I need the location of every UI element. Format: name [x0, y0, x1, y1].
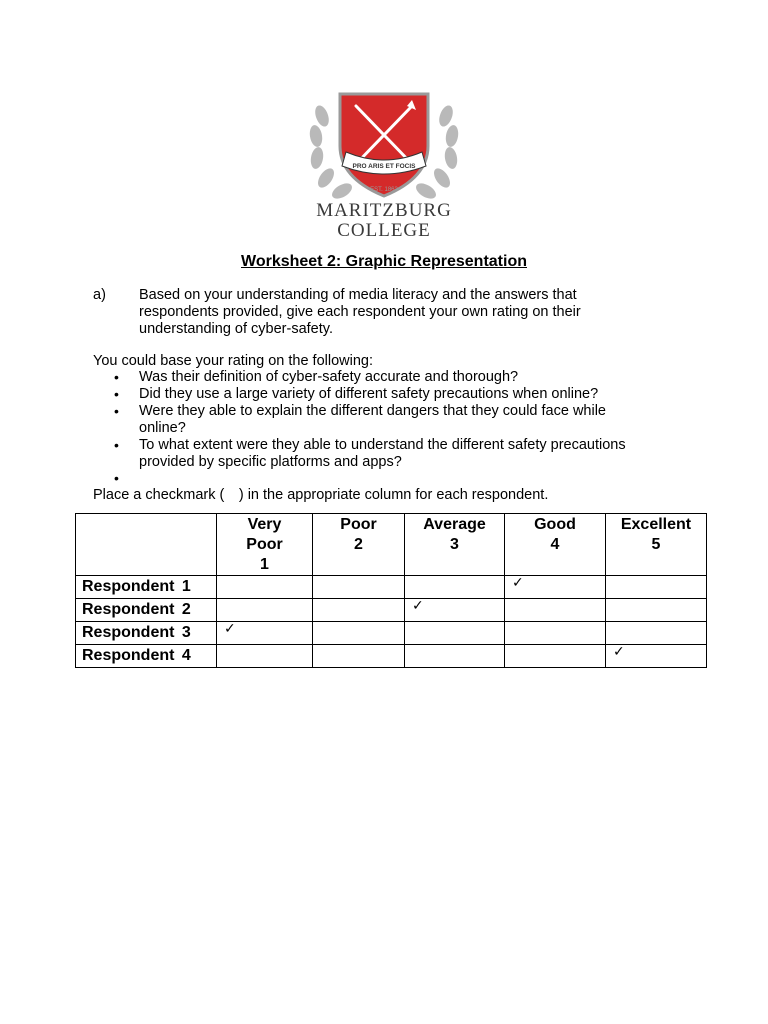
rating-cell[interactable]: [217, 645, 313, 668]
rating-cell[interactable]: [217, 576, 313, 599]
bullet-icon: •: [114, 386, 119, 402]
bullet-line-2: Did they use a large variety of different safety precautions when online?: [139, 386, 599, 402]
respondent-name: Respondent 4: [76, 645, 217, 668]
rating-cell[interactable]: [405, 576, 505, 599]
header-blank: [76, 514, 217, 576]
checkmark-icon: ✓: [224, 621, 236, 637]
rating-cell[interactable]: [505, 576, 606, 599]
rating-cell[interactable]: [313, 599, 405, 622]
bullet-line-4: online?: [139, 420, 186, 436]
rating-cell[interactable]: [405, 645, 505, 668]
respondent-name: Respondent 2: [76, 599, 217, 622]
page-title: Worksheet 2: Graphic Representation: [241, 253, 527, 270]
bullet-line-5: To what extent were they able to understand the different safety precautions: [139, 437, 626, 453]
header-excellent: Excellent 5: [606, 514, 707, 576]
bullet-line-3: Were they able to explain the different dangers that they could face while: [139, 403, 606, 419]
table-row: [76, 645, 707, 668]
header-very-poor: Very Poor 1: [217, 514, 313, 576]
bullet-line-6: provided by specific platforms and apps?: [139, 454, 402, 470]
checkmark-icon: ✓: [412, 598, 424, 614]
table-row: [76, 599, 707, 622]
rating-cell[interactable]: [217, 599, 313, 622]
rating-cell[interactable]: [505, 622, 606, 645]
question-line-1: Based on your understanding of media literacy and the answers that: [139, 287, 577, 303]
table-row: [76, 576, 707, 599]
question-line-3: understanding of cyber-safety.: [139, 321, 333, 337]
question-label: a): [93, 287, 106, 303]
rating-cell[interactable]: [606, 645, 707, 668]
rating-cell[interactable]: [606, 576, 707, 599]
bullet-icon: •: [114, 470, 119, 486]
established-text: EST. 1863: [370, 187, 398, 193]
bullet-icon: •: [114, 369, 119, 385]
checkmark-icon: ✓: [613, 644, 625, 660]
motto-text: PRO ARIS ET FOCIS: [352, 163, 416, 170]
rating-cell[interactable]: [405, 599, 505, 622]
bullet-line-1: Was their definition of cyber-safety accurate and thorough?: [139, 369, 519, 385]
rating-cell[interactable]: [606, 599, 707, 622]
bullet-icon: •: [114, 437, 119, 453]
intro-text: You could base your rating on the following:: [93, 353, 373, 369]
rating-cell[interactable]: [313, 576, 405, 599]
question-line-2: respondents provided, give each respondent your own rating on their: [139, 304, 581, 320]
table-row: [76, 622, 707, 645]
rating-cell[interactable]: [505, 599, 606, 622]
header-poor: Poor 2: [313, 514, 405, 576]
rating-cell[interactable]: [217, 622, 313, 645]
table-header-row: [76, 514, 707, 576]
header-good: Good 4: [505, 514, 606, 576]
respondent-name: Respondent 1: [76, 576, 217, 599]
rating-cell[interactable]: [405, 622, 505, 645]
header-average: Average 3: [405, 514, 505, 576]
bullet-icon: •: [114, 403, 119, 419]
college-name-line2: COLLEGE: [337, 220, 431, 241]
instruction-text: Place a checkmark ( ) in the appropriate column for each respondent.: [93, 487, 549, 503]
rating-table: [75, 513, 707, 668]
respondent-name: Respondent 3: [76, 622, 217, 645]
rating-cell[interactable]: [313, 645, 405, 668]
rating-cell[interactable]: [505, 645, 606, 668]
rating-cell[interactable]: [313, 622, 405, 645]
college-name-line1: MARITZBURG: [316, 200, 452, 221]
checkmark-icon: ✓: [512, 575, 524, 591]
rating-cell[interactable]: [606, 622, 707, 645]
